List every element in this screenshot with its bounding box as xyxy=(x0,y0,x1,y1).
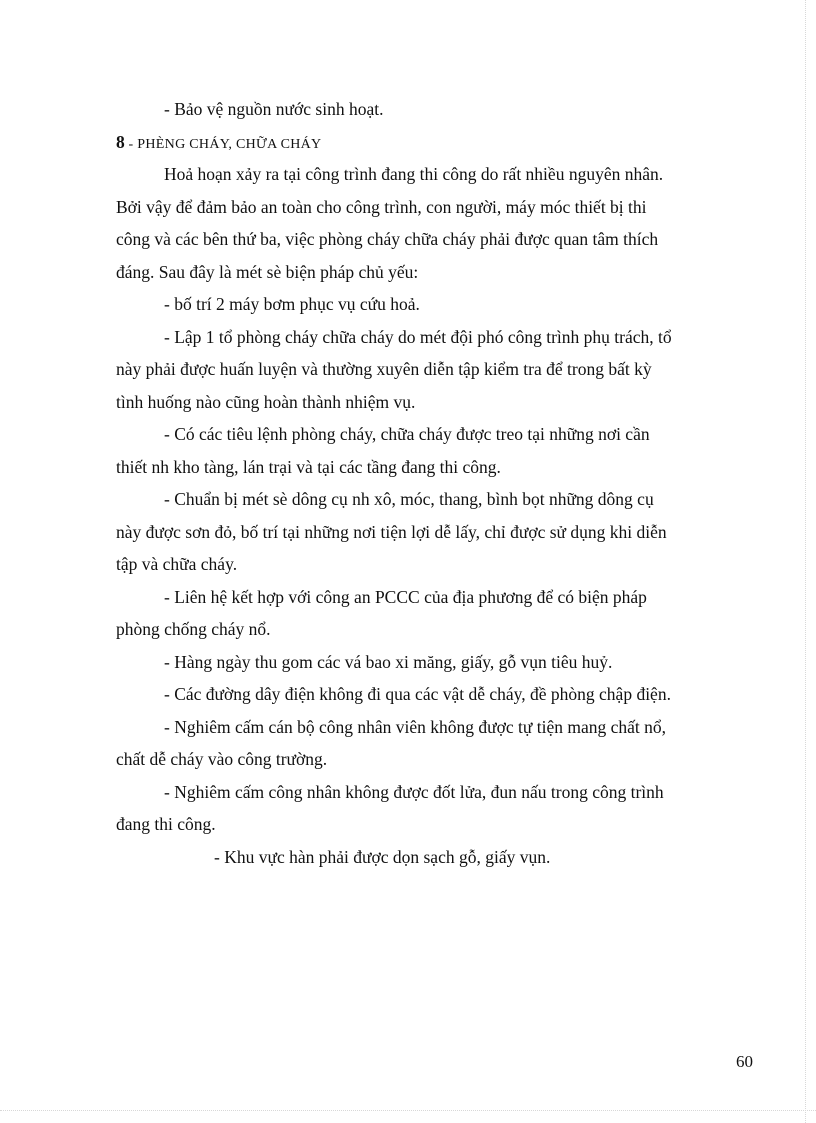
bullet-protect-water: - Bảo vệ nguồn nước sinh hoạt. xyxy=(164,99,384,119)
paragraph-intro-line-4: đáng. Sau đây là mét sè biện pháp chủ yếu: xyxy=(116,261,419,282)
bullet-tools-line-3: tập và chữa cháy. xyxy=(116,554,238,574)
bullet-tools-line-1: - Chuẩn bị mét sè dông cụ nh xô, móc, thang, bình bọt những dông cụ xyxy=(164,489,654,509)
section-heading xyxy=(116,126,726,159)
bullet-fire-rules-line-2: thiết nh kho tàng, lán trại và tại các tầng đang thi công. xyxy=(116,456,501,477)
section-title: - PHÈNG CHÁY, CHỮA CHÁY xyxy=(124,136,322,152)
bullet-electric-wires: - Các đường dây điện không đi qua các vật dễ cháy, đề phòng chập điện. xyxy=(164,684,671,704)
page-border-right xyxy=(805,0,806,1123)
section-number: 8 xyxy=(116,131,125,152)
bullet-tools-line-2: này được sơn đỏ, bố trí tại những nơi tiện lợi dễ lấy, chỉ được sử dụng khi diễn xyxy=(116,521,667,542)
bullet-no-fire-line-2: đang thi công. xyxy=(116,814,216,834)
bullet-police-line-2: phòng chống cháy nổ. xyxy=(116,619,271,639)
document-body xyxy=(116,93,726,873)
bullet-no-explosives-line-1: - Nghiêm cấm cán bộ công nhân viên không được tự tiện mang chất nổ, xyxy=(164,716,667,737)
bullet-no-explosives-line-2: chất dễ cháy vào công trường. xyxy=(116,749,328,769)
paragraph-intro-line-2: Bởi vậy để đảm bảo an toàn cho công trình, con người, máy móc thiết bị thi xyxy=(116,196,647,217)
page-number: 60 xyxy=(736,1052,753,1071)
paragraph-intro-line-1: Hoả hoạn xảy ra tại công trình đang thi công do rất nhiều nguyên nhân. xyxy=(164,164,664,184)
bullet-fire-rules-line-1: - Có các tiêu lệnh phòng cháy, chữa cháy được treo tại những nơi cần xyxy=(164,424,650,444)
bullet-fire-team-line-1: - Lập 1 tổ phòng cháy chữa cháy do mét đội phó công trình phụ trách, tổ xyxy=(164,326,672,347)
bullet-police-line-1: - Liên hệ kết hợp với công an PCCC của địa phương để có biện pháp xyxy=(164,586,647,607)
page-border-bottom xyxy=(0,1110,816,1111)
bullet-fire-team-line-3: tình huống nào cũng hoàn thành nhiệm vụ. xyxy=(116,391,416,412)
bullet-pumps: - bố trí 2 máy bơm phục vụ cứu hoả. xyxy=(164,294,420,314)
paragraph-intro-line-3: công và các bên thứ ba, việc phòng cháy chữa cháy phải được quan tâm thích xyxy=(116,229,659,249)
bullet-no-fire-line-1: - Nghiêm cấm công nhân không được đốt lửa, đun nấu trong công trình xyxy=(164,781,664,802)
bullet-welding-area: - Khu vực hàn phải được dọn sạch gỗ, giấy vụn. xyxy=(214,846,551,867)
bullet-fire-team-line-2: này phải được huấn luyện và thường xuyên diễn tập kiểm tra để trong bất kỳ xyxy=(116,359,652,379)
bullet-collect-waste: - Hàng ngày thu gom các vá bao xi măng, giấy, gỗ vụn tiêu huỷ. xyxy=(164,651,613,672)
